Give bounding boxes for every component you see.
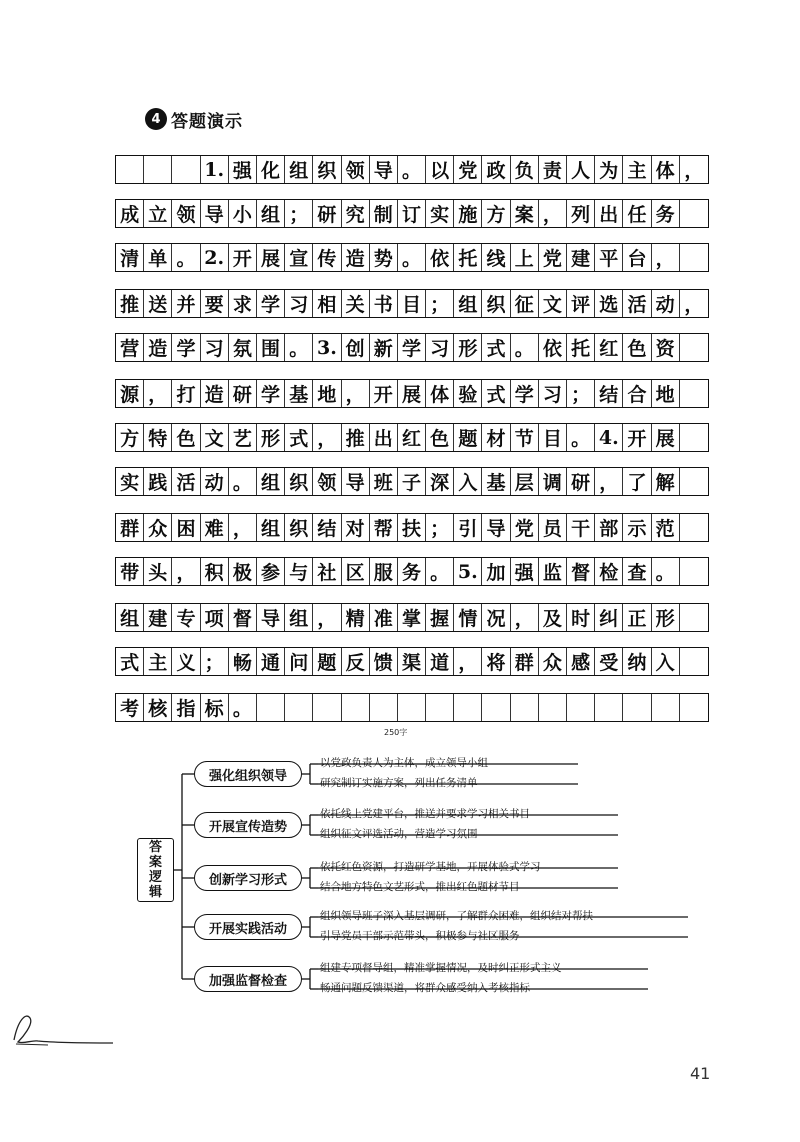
essay-grid-cell: 方 bbox=[116, 424, 144, 451]
essay-grid-cell: 准 bbox=[370, 604, 398, 631]
essay-grid-cell: ， bbox=[342, 380, 370, 407]
essay-grid-cell: 宣 bbox=[285, 244, 313, 271]
essay-grid-cell: 帮 bbox=[370, 514, 398, 541]
essay-grid-cell: 单 bbox=[144, 244, 172, 271]
essay-grid-cell: 。 bbox=[511, 334, 539, 361]
essay-grid-cell: 色 bbox=[172, 424, 200, 451]
essay-grid-cell: 监 bbox=[539, 558, 567, 585]
essay-grid-cell: 困 bbox=[172, 514, 200, 541]
essay-grid-cell: 结 bbox=[595, 380, 623, 407]
essay-grid-cell: 制 bbox=[370, 200, 398, 227]
essay-grid-cell: 地 bbox=[313, 380, 341, 407]
essay-grid-cell: 。 bbox=[652, 558, 680, 585]
essay-grid-cell: 上 bbox=[511, 244, 539, 271]
essay-grid-cell: 方 bbox=[482, 200, 510, 227]
essay-grid-cell: 关 bbox=[342, 290, 370, 317]
essay-grid-cell: 学 bbox=[511, 380, 539, 407]
essay-grid-cell: 列 bbox=[567, 200, 595, 227]
essay-grid-cell: 化 bbox=[257, 156, 285, 183]
logic-branch-detail: 结合地方特色文艺形式，推出红色题材节目 bbox=[320, 881, 520, 893]
essay-grid-cell: 极 bbox=[229, 558, 257, 585]
essay-grid-cell: 目 bbox=[398, 290, 426, 317]
essay-grid-cell: 基 bbox=[285, 380, 313, 407]
essay-grid-cell: 题 bbox=[454, 424, 482, 451]
essay-grid-cell: 立 bbox=[144, 200, 172, 227]
essay-grid-cell: 扶 bbox=[398, 514, 426, 541]
essay-grid-cell: 托 bbox=[454, 244, 482, 271]
essay-grid-cell: 范 bbox=[652, 514, 680, 541]
essay-grid-cell: 导 bbox=[482, 514, 510, 541]
essay-grid-cell: 并 bbox=[172, 290, 200, 317]
essay-grid-cell: 势 bbox=[370, 244, 398, 271]
essay-grid-cell: 研 bbox=[567, 468, 595, 495]
essay-grid-cell: 造 bbox=[201, 380, 229, 407]
essay-grid-cell: 。 bbox=[398, 244, 426, 271]
essay-grid-cell: ； bbox=[426, 290, 454, 317]
essay-grid-cell: 为 bbox=[595, 156, 623, 183]
essay-grid-cell: 学 bbox=[398, 334, 426, 361]
essay-grid-cell: 评 bbox=[567, 290, 595, 317]
essay-grid-cell: 织 bbox=[482, 290, 510, 317]
essay-grid-cell: 头 bbox=[144, 558, 172, 585]
logic-label-char: 逻 bbox=[148, 870, 162, 885]
essay-grid-cell: 平 bbox=[595, 244, 623, 271]
essay-grid-cell: ， bbox=[652, 244, 680, 271]
essay-grid-cell: 领 bbox=[313, 468, 341, 495]
word-count-label: 250字 bbox=[384, 728, 408, 737]
essay-grid-cell: 造 bbox=[342, 244, 370, 271]
essay-grid-cell: 专 bbox=[172, 604, 200, 631]
essay-grid-cell: 馈 bbox=[370, 648, 398, 675]
logic-branch-detail: 依托红色资源，打造研学基地，开展体验式学习 bbox=[320, 861, 541, 873]
essay-grid-cell: 学 bbox=[257, 290, 285, 317]
essay-grid-cell: 订 bbox=[398, 200, 426, 227]
essay-grid-cell: 围 bbox=[257, 334, 285, 361]
essay-grid-cell: 及 bbox=[539, 604, 567, 631]
essay-grid-cell: ； bbox=[285, 200, 313, 227]
essay-grid-cell: 。 bbox=[567, 424, 595, 451]
essay-grid-cell: 受 bbox=[595, 648, 623, 675]
essay-grid-cell: 精 bbox=[342, 604, 370, 631]
essay-grid-cell: 。 bbox=[229, 468, 257, 495]
essay-grid-cell: 带 bbox=[116, 558, 144, 585]
essay-grid-cell: 建 bbox=[567, 244, 595, 271]
essay-grid-cell: 众 bbox=[539, 648, 567, 675]
essay-grid-cell: ， bbox=[595, 468, 623, 495]
essay-grid-cell: 调 bbox=[539, 468, 567, 495]
essay-grid-cell: 。 bbox=[229, 694, 257, 721]
essay-grid-cell: 畅 bbox=[229, 648, 257, 675]
essay-grid-cell: 红 bbox=[398, 424, 426, 451]
essay-grid-cell: 感 bbox=[567, 648, 595, 675]
essay-grid-cell: 社 bbox=[313, 558, 341, 585]
essay-grid-cell: 主 bbox=[144, 648, 172, 675]
essay-grid-cell: 施 bbox=[454, 200, 482, 227]
essay-grid-cell: ， bbox=[454, 648, 482, 675]
essay-grid-cell: 验 bbox=[454, 380, 482, 407]
essay-grid-cell: 核 bbox=[144, 694, 172, 721]
essay-grid-cell: 传 bbox=[313, 244, 341, 271]
essay-grid-cell: 层 bbox=[511, 468, 539, 495]
essay-grid-cell: 式 bbox=[285, 424, 313, 451]
essay-grid-cell: 织 bbox=[285, 514, 313, 541]
essay-grid-cell: 开 bbox=[370, 380, 398, 407]
essay-grid-cell: 渠 bbox=[398, 648, 426, 675]
logic-branch-detail: 组建专项督导组，精准掌握情况，及时纠正形式主义 bbox=[320, 962, 562, 974]
essay-grid-cell: 2. bbox=[201, 244, 229, 271]
essay-grid-cell: 入 bbox=[652, 648, 680, 675]
section-title: 答题演示 bbox=[171, 111, 243, 132]
essay-grid-cell: 题 bbox=[313, 648, 341, 675]
essay-grid-cell: 。 bbox=[172, 244, 200, 271]
essay-grid-cell: 3. bbox=[313, 334, 341, 361]
essay-grid-cell: 合 bbox=[623, 380, 651, 407]
essay-grid-cell: 创 bbox=[342, 334, 370, 361]
logic-branch-detail: 组织领导班子深入基层调研，了解群众困难，组织结对帮扶 bbox=[320, 910, 593, 922]
essay-grid-cell: 出 bbox=[370, 424, 398, 451]
essay-grid-cell: 式 bbox=[116, 648, 144, 675]
essay-grid-cell: 动 bbox=[652, 290, 680, 317]
essay-grid-cell: 织 bbox=[285, 468, 313, 495]
essay-grid-cell: 5. bbox=[454, 558, 482, 585]
essay-grid-cell: 问 bbox=[285, 648, 313, 675]
essay-grid-cell: 实 bbox=[116, 468, 144, 495]
essay-grid-cell: 展 bbox=[257, 244, 285, 271]
essay-grid-cell: 展 bbox=[652, 424, 680, 451]
essay-grid-cell: 考 bbox=[116, 694, 144, 721]
essay-grid-cell: 区 bbox=[342, 558, 370, 585]
essay-grid-cell: 指 bbox=[172, 694, 200, 721]
essay-grid-cell: 强 bbox=[511, 558, 539, 585]
essay-grid-cell: 践 bbox=[144, 468, 172, 495]
essay-grid-cell: 台 bbox=[623, 244, 651, 271]
page-number: 41 bbox=[690, 1064, 711, 1083]
essay-grid-cell: 研 bbox=[313, 200, 341, 227]
essay-grid-cell: 组 bbox=[285, 156, 313, 183]
essay-grid-cell: 学 bbox=[257, 380, 285, 407]
essay-grid-cell: 党 bbox=[511, 514, 539, 541]
essay-grid-cell: 出 bbox=[595, 200, 623, 227]
essay-grid-cell: 结 bbox=[313, 514, 341, 541]
essay-grid-cell: 形 bbox=[652, 604, 680, 631]
essay-grid-cell: 地 bbox=[652, 380, 680, 407]
essay-grid-cell: 组 bbox=[116, 604, 144, 631]
essay-grid-cell: 干 bbox=[567, 514, 595, 541]
essay-grid-cell: 式 bbox=[482, 380, 510, 407]
essay-grid-cell: 案 bbox=[511, 200, 539, 227]
essay-grid-cell: 式 bbox=[482, 334, 510, 361]
essay-grid-cell: 领 bbox=[342, 156, 370, 183]
essay-grid-cell: 组 bbox=[257, 514, 285, 541]
essay-grid-cell: 强 bbox=[229, 156, 257, 183]
essay-grid-cell: 难 bbox=[201, 514, 229, 541]
logic-branch-detail: 组织征文评选活动，营造学习氛围 bbox=[320, 828, 478, 840]
essay-grid-cell: 了 bbox=[623, 468, 651, 495]
essay-grid-cell: 服 bbox=[370, 558, 398, 585]
essay-grid-cell: 色 bbox=[623, 334, 651, 361]
essay-grid-cell: 送 bbox=[144, 290, 172, 317]
essay-grid-cell: 主 bbox=[623, 156, 651, 183]
essay-grid-cell: 党 bbox=[454, 156, 482, 183]
logic-branch-title: 开展宣传造势 bbox=[194, 812, 302, 838]
essay-grid-cell: 引 bbox=[454, 514, 482, 541]
essay-grid-cell: 导 bbox=[370, 156, 398, 183]
essay-grid-cell: 打 bbox=[172, 380, 200, 407]
essay-grid-cell: 参 bbox=[257, 558, 285, 585]
essay-grid-cell: 负 bbox=[511, 156, 539, 183]
handwritten-signature bbox=[8, 1010, 118, 1050]
essay-grid-cell: 党 bbox=[539, 244, 567, 271]
essay-grid-cell: 众 bbox=[144, 514, 172, 541]
essay-grid-cell: 导 bbox=[342, 468, 370, 495]
essay-grid-cell: 新 bbox=[370, 334, 398, 361]
essay-grid-cell: 群 bbox=[511, 648, 539, 675]
essay-grid-cell: 文 bbox=[539, 290, 567, 317]
answer-logic-label bbox=[137, 838, 174, 902]
essay-grid-cell: 正 bbox=[623, 604, 651, 631]
essay-grid-cell: 节 bbox=[511, 424, 539, 451]
essay-grid-cell: 选 bbox=[595, 290, 623, 317]
essay-grid-cell: 学 bbox=[172, 334, 200, 361]
essay-grid-cell: 组 bbox=[257, 468, 285, 495]
essay-grid-cell: ， bbox=[144, 380, 172, 407]
essay-grid-cell: 展 bbox=[398, 380, 426, 407]
essay-grid-cell: 源 bbox=[116, 380, 144, 407]
essay-grid-cell: 以 bbox=[426, 156, 454, 183]
essay-grid-cell: 习 bbox=[426, 334, 454, 361]
essay-grid-cell: 4. bbox=[595, 424, 623, 451]
logic-branch-detail: 依托线上党建平台，推送并要求学习相关书目 bbox=[320, 808, 530, 820]
essay-grid-cell: 加 bbox=[482, 558, 510, 585]
essay-grid-cell: 氛 bbox=[229, 334, 257, 361]
essay-grid-cell: 造 bbox=[144, 334, 172, 361]
essay-grid-cell: 标 bbox=[201, 694, 229, 721]
essay-grid-cell: 责 bbox=[539, 156, 567, 183]
essay-grid-cell: 子 bbox=[398, 468, 426, 495]
essay-grid-cell: 营 bbox=[116, 334, 144, 361]
essay-grid-cell: 形 bbox=[454, 334, 482, 361]
essay-grid-cell: 组 bbox=[454, 290, 482, 317]
essay-grid-cell: 究 bbox=[342, 200, 370, 227]
logic-branch-title: 创新学习形式 bbox=[194, 865, 302, 891]
essay-grid-cell: 掌 bbox=[398, 604, 426, 631]
essay-grid-cell: 活 bbox=[172, 468, 200, 495]
essay-grid-cell: 习 bbox=[539, 380, 567, 407]
logic-branch-title: 强化组织领导 bbox=[194, 761, 302, 787]
essay-grid-cell: ； bbox=[567, 380, 595, 407]
essay-grid-cell: 道 bbox=[426, 648, 454, 675]
logic-branch-detail: 研究制订实施方案，列出任务清单 bbox=[320, 777, 478, 789]
essay-grid-cell: 清 bbox=[116, 244, 144, 271]
essay-grid-cell: 务 bbox=[652, 200, 680, 227]
logic-branch-detail: 引导党员干部示范带头，积极参与社区服务 bbox=[320, 930, 520, 942]
essay-grid-cell: 色 bbox=[426, 424, 454, 451]
essay-grid-cell: 部 bbox=[595, 514, 623, 541]
logic-branch-title: 加强监督检查 bbox=[194, 966, 302, 992]
essay-grid-cell: 目 bbox=[539, 424, 567, 451]
essay-grid-cell: 推 bbox=[116, 290, 144, 317]
essay-grid-cell: 习 bbox=[201, 334, 229, 361]
essay-grid-cell: ； bbox=[201, 648, 229, 675]
logic-branch-detail: 畅通问题反馈渠道，将群众感受纳入考核指标 bbox=[320, 982, 530, 994]
essay-grid-cell: 积 bbox=[201, 558, 229, 585]
essay-grid-cell: 人 bbox=[567, 156, 595, 183]
essay-grid-cell: 反 bbox=[342, 648, 370, 675]
essay-grid-cell: 研 bbox=[229, 380, 257, 407]
logic-label-char: 案 bbox=[148, 855, 162, 870]
essay-grid-cell: 建 bbox=[144, 604, 172, 631]
essay-grid-cell: 情 bbox=[454, 604, 482, 631]
essay-grid-cell: 材 bbox=[482, 424, 510, 451]
essay-grid-cell: ， bbox=[229, 514, 257, 541]
essay-grid-cell: ， bbox=[172, 558, 200, 585]
essay-grid-cell: 务 bbox=[398, 558, 426, 585]
essay-grid-cell: 活 bbox=[623, 290, 651, 317]
essay-grid-cell: 线 bbox=[482, 244, 510, 271]
essay-grid-cell: 将 bbox=[482, 648, 510, 675]
essay-grid-cell: 开 bbox=[229, 244, 257, 271]
essay-grid-cell: 特 bbox=[144, 424, 172, 451]
essay-grid-cell: 习 bbox=[285, 290, 313, 317]
essay-grid-cell: 项 bbox=[201, 604, 229, 631]
essay-grid-cell: 义 bbox=[172, 648, 200, 675]
essay-grid-cell: 纠 bbox=[595, 604, 623, 631]
logic-label-char: 答 bbox=[148, 840, 162, 855]
essay-grid-cell: 资 bbox=[652, 334, 680, 361]
essay-grid-cell: 况 bbox=[482, 604, 510, 631]
essay-grid-cell: 征 bbox=[511, 290, 539, 317]
essay-grid-cell: 对 bbox=[342, 514, 370, 541]
essay-grid-cell: ， bbox=[511, 604, 539, 631]
essay-grid-cell: ， bbox=[313, 424, 341, 451]
essay-grid-cell: 督 bbox=[229, 604, 257, 631]
essay-grid-cell: 。 bbox=[398, 156, 426, 183]
essay-grid-cell: 组 bbox=[285, 604, 313, 631]
essay-grid-cell: ， bbox=[684, 160, 704, 182]
essay-grid-cell: 政 bbox=[482, 156, 510, 183]
essay-grid-cell: 托 bbox=[567, 334, 595, 361]
essay-grid-cell: 成 bbox=[116, 200, 144, 227]
essay-grid-cell: 。 bbox=[426, 558, 454, 585]
essay-grid-cell: 依 bbox=[539, 334, 567, 361]
logic-branch-title: 开展实践活动 bbox=[194, 914, 302, 940]
essay-grid-cell: 查 bbox=[623, 558, 651, 585]
essay-grid-cell: 深 bbox=[426, 468, 454, 495]
essay-grid-cell: 导 bbox=[257, 604, 285, 631]
essay-grid-cell: 握 bbox=[426, 604, 454, 631]
essay-grid-cell: 领 bbox=[172, 200, 200, 227]
essay-grid-cell: 艺 bbox=[229, 424, 257, 451]
essay-grid-cell: 求 bbox=[229, 290, 257, 317]
essay-grid-cell: 解 bbox=[652, 468, 680, 495]
essay-grid-cell: 基 bbox=[482, 468, 510, 495]
essay-grid-cell: 相 bbox=[313, 290, 341, 317]
essay-grid-cell: 实 bbox=[426, 200, 454, 227]
essay-grid-cell: 组 bbox=[257, 200, 285, 227]
essay-grid-cell: 导 bbox=[201, 200, 229, 227]
essay-grid-cell: 班 bbox=[370, 468, 398, 495]
essay-grid-cell: 织 bbox=[313, 156, 341, 183]
essay-grid-cell: 红 bbox=[595, 334, 623, 361]
essay-grid-cell: 开 bbox=[623, 424, 651, 451]
essay-grid-cell: 体 bbox=[652, 156, 680, 183]
essay-grid-cell: 时 bbox=[567, 604, 595, 631]
logic-branch-detail: 以党政负责人为主体，成立领导小组 bbox=[320, 757, 488, 769]
essay-grid-cell: 文 bbox=[201, 424, 229, 451]
essay-grid-cell: ； bbox=[426, 514, 454, 541]
essay-grid-cell: 通 bbox=[257, 648, 285, 675]
essay-grid-cell: 纳 bbox=[623, 648, 651, 675]
essay-grid-cell: ， bbox=[539, 200, 567, 227]
section-number-badge: 4 bbox=[145, 108, 167, 130]
essay-grid-cell: 依 bbox=[426, 244, 454, 271]
essay-grid-cell: 。 bbox=[285, 334, 313, 361]
essay-grid-cell: 入 bbox=[454, 468, 482, 495]
essay-grid-cell: 检 bbox=[595, 558, 623, 585]
essay-grid-cell: 动 bbox=[201, 468, 229, 495]
essay-grid-cell: 任 bbox=[623, 200, 651, 227]
essay-grid-cell: 小 bbox=[229, 200, 257, 227]
essay-grid-cell: 示 bbox=[623, 514, 651, 541]
essay-grid-cell: 员 bbox=[539, 514, 567, 541]
essay-grid-cell: 群 bbox=[116, 514, 144, 541]
essay-grid-cell: 1. bbox=[201, 156, 229, 183]
essay-grid-cell: 推 bbox=[342, 424, 370, 451]
essay-grid-cell: 书 bbox=[370, 290, 398, 317]
logic-label-char: 辑 bbox=[148, 885, 162, 900]
essay-grid-cell: 形 bbox=[257, 424, 285, 451]
essay-grid-cell: ， bbox=[684, 294, 704, 316]
essay-grid-cell: 督 bbox=[567, 558, 595, 585]
essay-grid-cell: 体 bbox=[426, 380, 454, 407]
essay-grid-cell: 要 bbox=[201, 290, 229, 317]
essay-grid-cell: ， bbox=[313, 604, 341, 631]
essay-grid-cell: 与 bbox=[285, 558, 313, 585]
